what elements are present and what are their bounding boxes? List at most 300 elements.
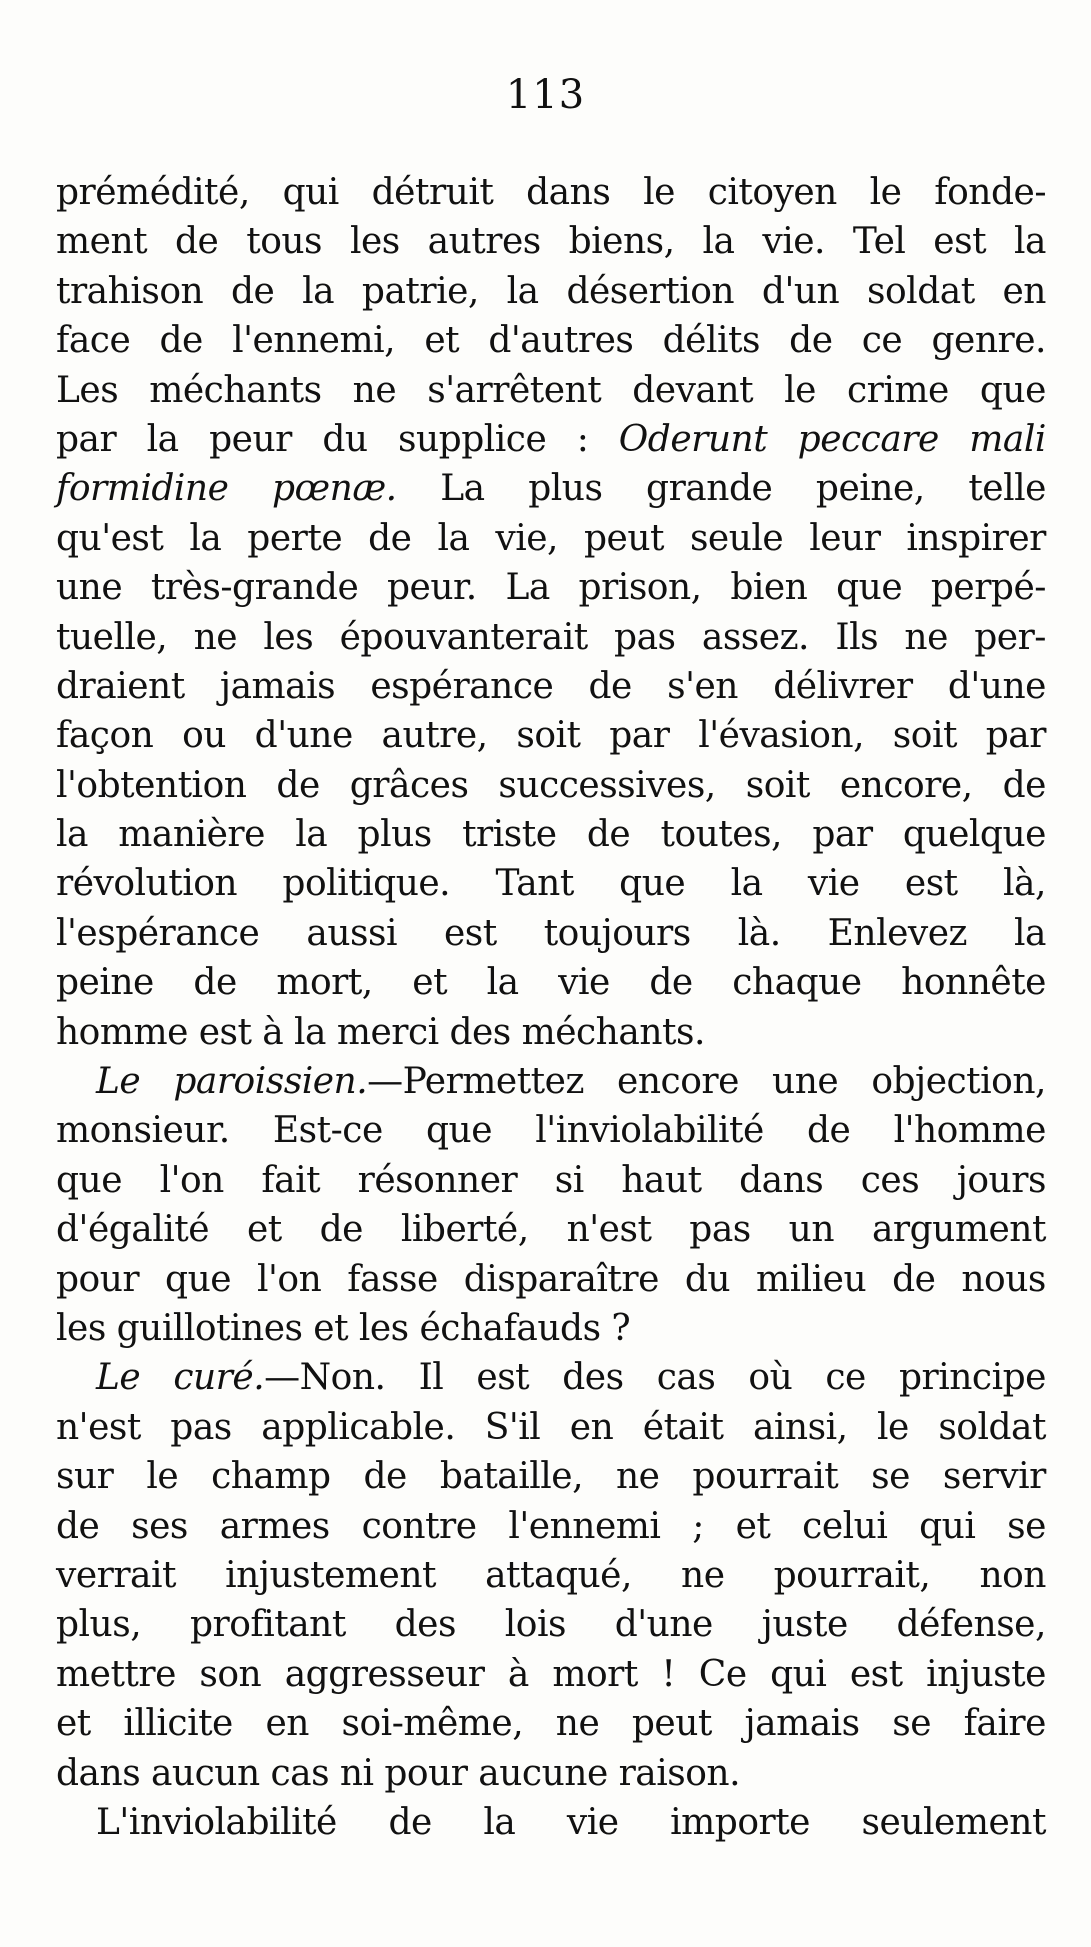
word: résonner (357, 1159, 518, 1201)
word: juste (761, 1604, 848, 1646)
text-line (56, 1502, 1046, 1551)
word: formidine (56, 468, 229, 510)
word: l'espérance (56, 912, 260, 954)
text-line (56, 563, 1046, 612)
word: argument (871, 1209, 1046, 1251)
word: Oderunt (618, 418, 768, 460)
word: façon (56, 715, 154, 757)
word: liberté, (400, 1209, 529, 1251)
text-line (56, 464, 1046, 513)
text-line (56, 1600, 1046, 1649)
word: mort (552, 1653, 638, 1695)
word: mettre (56, 1653, 176, 1695)
word: d'une (614, 1604, 713, 1646)
word: du (684, 1258, 731, 1300)
word: par (812, 814, 873, 856)
text-line (56, 711, 1046, 760)
word: ne (193, 616, 238, 658)
word: de (363, 1456, 407, 1498)
word: pour (384, 1752, 468, 1794)
word: l'homme (893, 1110, 1046, 1152)
word: qu'est (56, 517, 164, 559)
word: pourrait, (773, 1554, 931, 1596)
word: peccare (797, 418, 939, 460)
word: l'évasion, (698, 715, 865, 757)
word: perpé- (930, 567, 1046, 609)
word: L'inviolabilité (96, 1801, 337, 1843)
word: des (562, 1357, 624, 1399)
text-line (56, 761, 1046, 810)
word: peur (209, 418, 292, 460)
word: assez. (701, 616, 809, 658)
word: délits (662, 320, 760, 362)
word: toujours (543, 912, 691, 954)
word: les (358, 1307, 409, 1349)
word: d'autres (488, 320, 634, 362)
word: inspirer (906, 517, 1046, 559)
word: profitant (189, 1604, 346, 1646)
text-line (56, 1205, 1046, 1254)
word: guillotines (116, 1307, 303, 1349)
word: de (588, 665, 632, 707)
text-line (56, 415, 1046, 464)
word: en (569, 1406, 614, 1448)
text-line (56, 1403, 1046, 1452)
word: de (1002, 764, 1046, 806)
word: dans (526, 172, 611, 213)
word: qui (919, 1505, 976, 1547)
word: à (507, 1653, 529, 1695)
word: ainsi, (752, 1406, 848, 1448)
word: que (56, 1159, 123, 1201)
word: chaque (732, 962, 862, 1004)
word: la (506, 270, 539, 312)
word: de (388, 1801, 432, 1843)
word: Enlevez (827, 912, 968, 954)
word: per- (974, 616, 1046, 658)
word: ne (615, 1456, 660, 1498)
word: applicable. (261, 1406, 456, 1448)
word: que (426, 1110, 493, 1152)
word: s'en (667, 665, 738, 707)
word: politique. (282, 863, 451, 905)
word: n'est (566, 1209, 652, 1251)
word: seule (689, 517, 784, 559)
word: ; (692, 1505, 704, 1547)
word: un (788, 1209, 835, 1251)
word: tous (246, 221, 323, 263)
word: est (849, 1653, 903, 1695)
word: aggresseur (284, 1653, 485, 1695)
text-line (56, 1304, 1046, 1353)
word: méchants (149, 369, 322, 411)
word: ? (611, 1307, 631, 1349)
text-line (56, 1156, 1046, 1205)
word: de (806, 1110, 851, 1152)
word: se (892, 1703, 932, 1745)
word: que (979, 369, 1046, 411)
word: patrie, (361, 270, 479, 312)
text-line (56, 1650, 1046, 1699)
word: attaqué, (485, 1554, 632, 1596)
word: jours (956, 1159, 1046, 1201)
word: nous (961, 1258, 1046, 1300)
word: fasse (347, 1258, 438, 1300)
word: est (476, 1357, 530, 1399)
word: la (1013, 221, 1046, 263)
word: la (56, 814, 88, 856)
word: champ (211, 1456, 331, 1498)
word: pas (689, 1209, 751, 1251)
word: raison. (618, 1752, 741, 1794)
word: Le (96, 1061, 141, 1103)
word: la (486, 962, 519, 1004)
word: dans (739, 1159, 824, 1201)
word: peur. (387, 567, 477, 609)
word: espérance (370, 665, 554, 707)
word: soi-même, (341, 1703, 524, 1745)
word: que (836, 567, 903, 609)
text-line (56, 662, 1046, 711)
word: manière (118, 814, 265, 856)
text-line (56, 909, 1046, 958)
word: supplice (398, 418, 547, 460)
word: triste (462, 814, 557, 856)
word: très-grande (150, 567, 359, 609)
word: la (702, 221, 735, 263)
word: encore (617, 1061, 739, 1103)
word: pourrait (692, 1456, 839, 1498)
word: tuelle, (56, 616, 168, 658)
word: quelque (902, 814, 1046, 856)
word: devant (632, 369, 754, 411)
word: ce (825, 1357, 866, 1399)
word: qui (282, 172, 339, 213)
word: Il (418, 1357, 444, 1399)
word: Tel (852, 221, 906, 263)
word: grande (646, 468, 773, 510)
word: délivrer (773, 665, 913, 707)
text-line (56, 1008, 1046, 1057)
word: vie, (495, 517, 558, 559)
word: : (576, 418, 589, 460)
text-line (56, 267, 1046, 316)
word: ne (904, 616, 948, 658)
word: telle (968, 468, 1046, 510)
word: seulement (861, 1801, 1046, 1843)
word: là, (1002, 863, 1046, 905)
word: Ce (698, 1653, 747, 1695)
word: de (892, 1258, 936, 1300)
word: des (449, 1011, 511, 1053)
word: fait (261, 1159, 321, 1201)
text-line (56, 514, 1046, 563)
word: de (789, 320, 833, 362)
word: et (56, 1703, 91, 1745)
word: aussi (306, 912, 397, 954)
word: injuste (926, 1653, 1046, 1695)
word: vie. (762, 221, 825, 263)
word: La (505, 567, 550, 609)
word: ! (661, 1653, 676, 1695)
text-line (56, 1057, 1046, 1106)
word: et (313, 1307, 349, 1349)
word: se (1007, 1505, 1046, 1547)
word: encore, (839, 764, 973, 806)
word: biens, (568, 221, 675, 263)
word: autre, (381, 715, 488, 757)
word: aucune (478, 1752, 608, 1794)
word: le (643, 172, 675, 213)
word: mort, (276, 962, 373, 1004)
text-line (56, 613, 1046, 662)
word: d'une (254, 715, 353, 757)
word: faire (963, 1703, 1046, 1745)
word: homme (56, 1011, 188, 1053)
word: Tant (495, 863, 574, 905)
page-number: 113 (505, 72, 586, 118)
word: d'une (947, 665, 1046, 707)
word: fonde- (934, 172, 1046, 213)
word: successives, (498, 764, 716, 806)
word: l'on (159, 1159, 224, 1201)
word: l'obtention (56, 764, 247, 806)
text-line (56, 316, 1046, 365)
word: mali (969, 418, 1046, 460)
word: les (56, 1307, 106, 1349)
word: monsieur. (56, 1110, 230, 1152)
italic-speaker: curé. (173, 1357, 265, 1399)
word: importe (670, 1801, 810, 1843)
word: aucun (150, 1752, 260, 1794)
word: et (412, 962, 448, 1004)
text-line (56, 1255, 1046, 1304)
word: l'on (257, 1258, 322, 1300)
word: l'ennemi, (232, 320, 396, 362)
word: curé.—Non. (173, 1357, 386, 1399)
word: perte (247, 517, 343, 559)
word: et (424, 320, 460, 362)
word: défense, (896, 1604, 1046, 1646)
word: le (877, 1406, 909, 1448)
word: armes (219, 1505, 330, 1547)
word: merci (336, 1011, 439, 1053)
word: prémédité, (56, 172, 250, 213)
word: milieu (755, 1258, 867, 1300)
word: honnête (901, 962, 1046, 1004)
word: S'il (484, 1406, 541, 1448)
word: de (230, 270, 275, 312)
word: plus (357, 814, 432, 856)
word: le (869, 172, 902, 213)
text-line (56, 1551, 1046, 1600)
word: la (189, 517, 222, 559)
word: les (349, 221, 400, 263)
word: sur (56, 1456, 114, 1498)
word: jamais (219, 665, 336, 707)
word: cas (656, 1357, 716, 1399)
word: est (443, 912, 497, 954)
word: ment (56, 221, 148, 263)
word: d'égalité (56, 1209, 210, 1251)
word: par (56, 418, 117, 460)
text-line (56, 958, 1046, 1007)
word: draient (56, 665, 185, 707)
text-line (56, 859, 1046, 908)
word: le (146, 1456, 179, 1498)
word: jamais (744, 1703, 860, 1745)
word: injustement (225, 1554, 436, 1596)
word: par (985, 715, 1046, 757)
text-line (56, 1353, 1046, 1402)
word: une (772, 1061, 839, 1103)
word: Ils (835, 616, 879, 658)
word: le (784, 369, 816, 411)
word: crime (846, 369, 949, 411)
word: genre. (931, 320, 1046, 362)
word: vie (807, 863, 860, 905)
word: prison, (578, 567, 702, 609)
word: ne (681, 1554, 725, 1596)
word: lois (504, 1604, 566, 1646)
word: ne (555, 1703, 600, 1745)
word: cas (270, 1752, 330, 1794)
text-line (56, 1798, 1046, 1847)
word: son (199, 1653, 262, 1695)
word: par (609, 715, 670, 757)
word: bataille, (439, 1456, 584, 1498)
word: se (871, 1456, 910, 1498)
word: qui (770, 1653, 827, 1695)
word: ni (339, 1752, 374, 1794)
word: la (302, 270, 335, 312)
word: pour (56, 1258, 140, 1300)
word: paroissien.—Permettez (173, 1061, 584, 1103)
word: une (56, 567, 123, 609)
word: ce (861, 320, 903, 362)
word: la (146, 418, 179, 460)
word: soldat (938, 1406, 1046, 1448)
word: de (649, 962, 693, 1004)
text-line (56, 1106, 1046, 1155)
word: est (904, 863, 958, 905)
word: désertion (566, 270, 735, 312)
word: de (193, 962, 237, 1004)
word: peut (631, 1703, 712, 1745)
word: là. (737, 912, 781, 954)
word: plus (528, 468, 603, 510)
word: où (748, 1357, 793, 1399)
word: illicite (123, 1703, 233, 1745)
word: de (319, 1209, 363, 1251)
word: que (165, 1258, 232, 1300)
word: leur (809, 517, 881, 559)
word: et (246, 1209, 282, 1251)
word: Les (56, 369, 119, 411)
word: disparaître (463, 1258, 659, 1300)
word: la (730, 863, 763, 905)
word: trahison (56, 270, 204, 312)
word: révolution (56, 863, 238, 905)
word: soit (516, 715, 581, 757)
word: n'est (56, 1406, 141, 1448)
word: épouvanterait (339, 616, 588, 658)
word: à (262, 1011, 284, 1053)
word: vie (558, 962, 610, 1004)
word: en (1002, 270, 1046, 312)
word: détruit (371, 172, 494, 213)
body-text (56, 168, 1046, 1847)
word: dans (56, 1752, 141, 1794)
text-line (56, 1452, 1046, 1501)
word: peine, (815, 468, 925, 510)
text-line (56, 168, 1046, 217)
word: ou (182, 715, 226, 757)
word: la (294, 1011, 327, 1053)
text-line (56, 810, 1046, 859)
word: l'ennemi (508, 1505, 661, 1547)
word: échafauds (419, 1307, 601, 1349)
word: et (735, 1505, 771, 1547)
word: peut (583, 517, 664, 559)
word: plus, (56, 1604, 142, 1646)
word: contre (361, 1505, 477, 1547)
word: les (263, 616, 314, 658)
word: si (554, 1159, 584, 1201)
word: du (322, 418, 368, 460)
text-line (56, 1699, 1046, 1748)
word: vie (566, 1801, 619, 1843)
word: de (276, 764, 320, 806)
word: de (368, 517, 412, 559)
word: la (295, 814, 328, 856)
word: Est-ce (272, 1110, 383, 1152)
word: grâces (349, 764, 469, 806)
text-line (56, 1749, 1046, 1798)
word: autres (427, 221, 541, 263)
word: des (394, 1604, 456, 1646)
word: peine (56, 962, 154, 1004)
word: servir (942, 1456, 1046, 1498)
word: méchants. (521, 1011, 705, 1053)
word: toutes, (660, 814, 782, 856)
word: de (159, 320, 203, 362)
word: l'inviolabilité (535, 1110, 764, 1152)
word: la (1014, 912, 1046, 954)
word: haut (621, 1159, 702, 1201)
word: en (265, 1703, 309, 1745)
word: pas (170, 1406, 232, 1448)
word: d'un (761, 270, 840, 312)
word: citoyen (707, 172, 837, 213)
word: face (56, 320, 131, 362)
word: de (56, 1505, 100, 1547)
word: non (979, 1554, 1046, 1596)
word: est (933, 221, 987, 263)
italic-speaker: paroissien. (173, 1061, 368, 1103)
word: bien (730, 567, 808, 609)
word: ces (860, 1159, 920, 1201)
word: de (174, 221, 219, 263)
word: est (198, 1011, 252, 1053)
text-line (56, 366, 1046, 415)
word: objection, (871, 1061, 1046, 1103)
word: soit (892, 715, 957, 757)
word: que (619, 863, 686, 905)
text-line (56, 217, 1046, 266)
word: celui (802, 1505, 888, 1547)
word: s'arrêtent (427, 369, 602, 411)
